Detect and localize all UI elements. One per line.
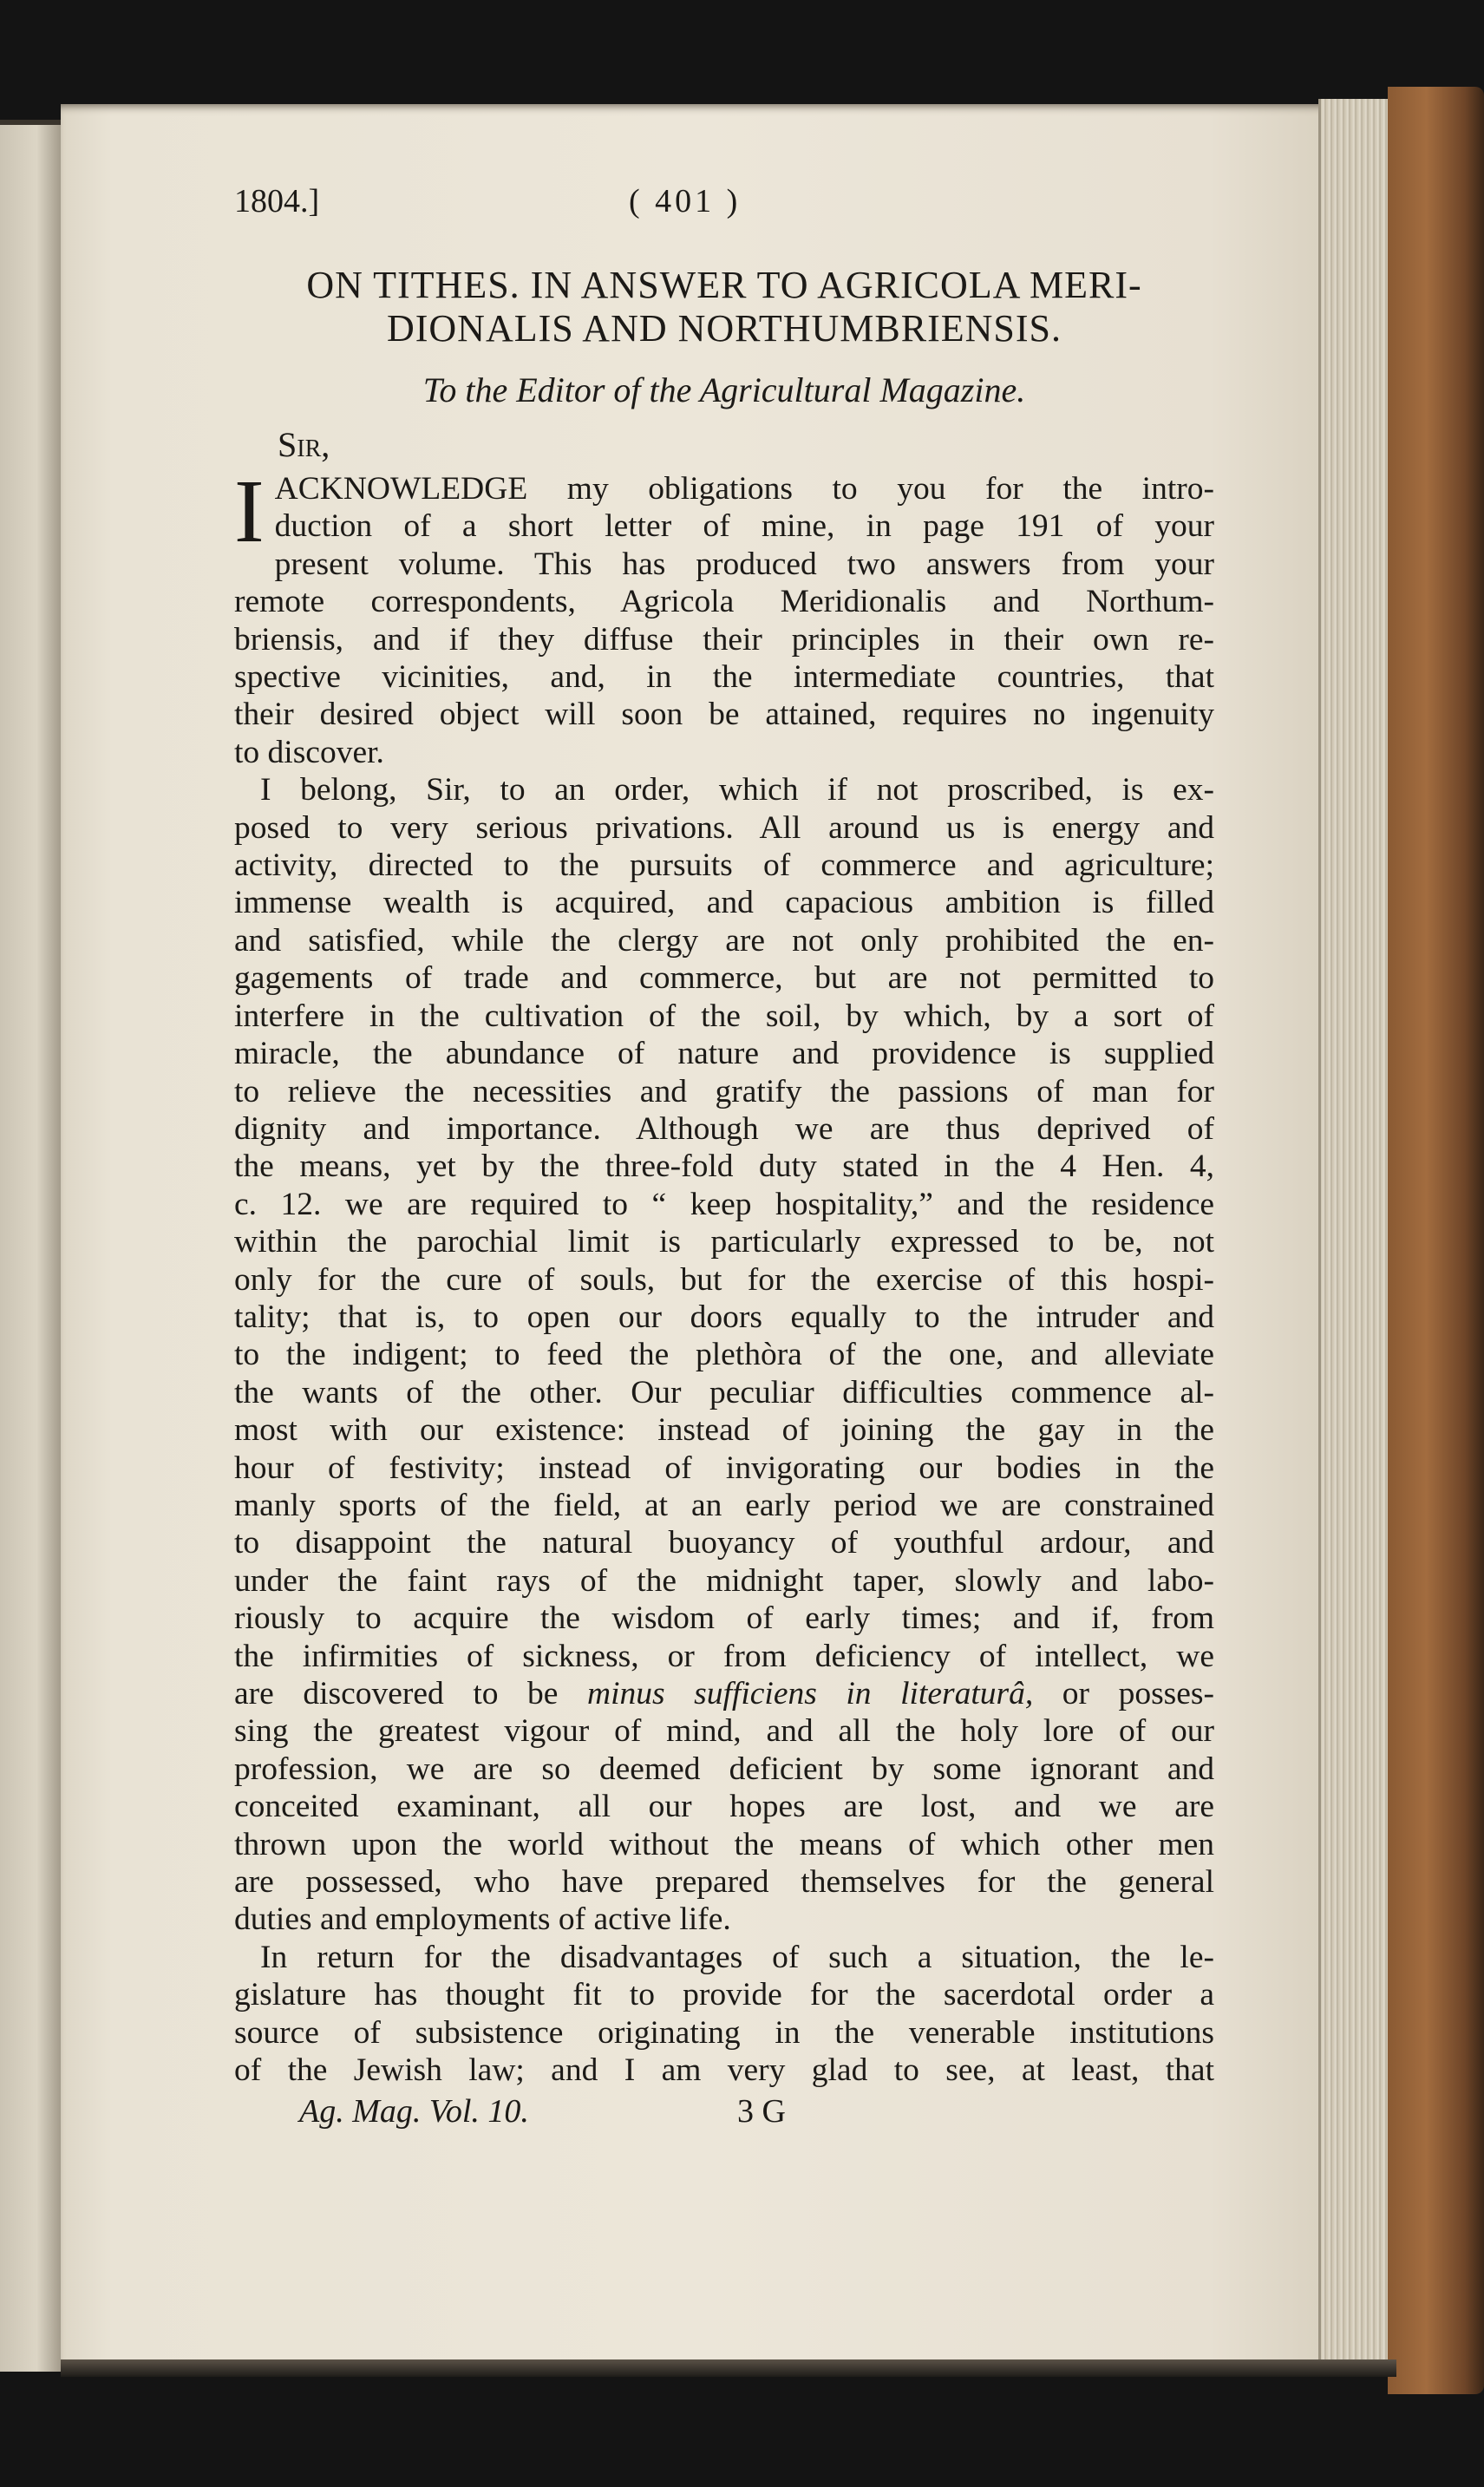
text-line: posed to very serious privations. All around us is energy and — [234, 809, 1214, 846]
text-line: thrown upon the world without the means of which other men — [234, 1826, 1214, 1862]
paragraph-1 — [234, 461, 1214, 771]
text-line: briensis, and if they diffuse their principles in their own re- — [234, 621, 1214, 658]
text-line: I belong, Sir, to an order, which if not proscribed, is ex- — [260, 772, 1214, 808]
text-line: their desired object will soon be attained, requires no ingenuity — [234, 697, 1214, 733]
text-line: In return for the disadvantages of such a situation, the le- — [260, 1939, 1214, 1975]
text-line: profession, we are so deemed deficient by some ignorant and — [234, 1751, 1214, 1787]
text-line: conceited examinant, all our hopes are lost, and we are — [234, 1789, 1214, 1825]
page-bottom-shadow — [61, 2359, 1396, 2377]
drop-cap: I — [234, 461, 265, 561]
text-line: source of subsistence originating in the venerable institutions — [234, 2014, 1214, 2051]
text-line: tality; that is, to open our doors equally to the intruder and — [234, 1299, 1214, 1335]
running-head-year: 1804.] — [234, 183, 320, 219]
page-text — [234, 182, 1214, 2136]
text-line: present volume. This has produced two answers from your — [274, 546, 1214, 582]
text-line-with-latin — [234, 1675, 1214, 1712]
text-line: miracle, the abundance of nature and providence is supplied — [234, 1036, 1214, 1072]
text-line: the wants of the other. Our peculiar difficulties commence al- — [234, 1374, 1214, 1410]
text-line: riously to acquire the wisdom of early times; and if, from — [234, 1600, 1214, 1637]
text-line: interfere in the cultivation of the soil, by which, by a sort of — [234, 998, 1214, 1034]
title-line-1: ON TITHES. IN ANSWER TO AGRICOLA MERI- — [306, 264, 1142, 306]
text-line: gislature has thought fit to provide for the sacerdotal order a — [234, 1977, 1214, 2013]
text-line: of the Jewish law; and I am very glad to see, at least, that — [234, 2052, 1214, 2089]
text-line: to the indigent; to feed the plethòra of the one, and alleviate — [234, 1337, 1214, 1373]
page-number: ( 401 ) — [629, 183, 742, 219]
page-footer — [234, 2092, 1214, 2136]
text-line: manly sports of the field, at an early period we are constrained — [234, 1487, 1214, 1523]
signature-mark: 3 G — [737, 2093, 786, 2130]
volume-signature: Ag. Mag. Vol. 10. — [299, 2093, 529, 2130]
facing-page-edge — [0, 120, 61, 2372]
latin-phrase: minus sufficiens in literaturâ, — [587, 1676, 1034, 1711]
text-fragment: are discovered to be — [234, 1676, 588, 1711]
text-line: dignity and importance. Although we are thus deprived of — [234, 1110, 1214, 1147]
text-line: are possessed, who have prepared themselves for the general — [234, 1864, 1214, 1901]
text-line: duction of a short letter of mine, in page 191 of your — [274, 508, 1214, 545]
book-cover — [1388, 87, 1484, 2394]
text-line: the means, yet by the three-fold duty stated in the 4 Hen. 4, — [234, 1149, 1214, 1185]
text-line: hour of festivity; instead of invigorating our bodies in the — [234, 1450, 1214, 1486]
text-line: remote correspondents, Agricola Meridionalis and Northum- — [234, 584, 1214, 620]
text-line: and satisfied, while the clergy are not only prohibited the en- — [234, 922, 1214, 959]
text-line: to relieve the necessities and gratify the passions of man for — [234, 1073, 1214, 1109]
text-line: under the faint rays of the midnight taper, slowly and labo- — [234, 1562, 1214, 1599]
text-line: immense wealth is acquired, and capacious ambition is filled — [234, 885, 1214, 921]
text-line: activity, directed to the pursuits of commerce and agriculture; — [234, 848, 1214, 884]
text-line: most with our existence: instead of joining the gay in the — [234, 1412, 1214, 1449]
text-line: only for the cure of souls, but for the exercise of this hospi- — [234, 1261, 1214, 1298]
paragraph-2 — [234, 771, 1214, 1939]
article-title — [234, 264, 1214, 350]
editor-address: To the Editor of the Agricultural Magazine. — [422, 370, 1026, 409]
text-line: duties and employments of active life. — [234, 1901, 731, 1938]
salutation: Sir, — [278, 425, 330, 464]
text-line: ACKNOWLEDGE my obligations to you for the intro- — [274, 471, 1214, 507]
text-line: within the parochial limit is particularly expressed to be, not — [234, 1224, 1214, 1260]
paragraph-3 — [234, 1939, 1214, 2090]
text-line: the infirmities of sickness, or from deficiency of intellect, we — [234, 1638, 1214, 1674]
text-line: sing the greatest vigour of mind, and all the holy lore of our — [234, 1713, 1214, 1750]
text-line: to discover. — [234, 734, 384, 770]
title-line-2: DIONALIS AND NORTHUMBRIENSIS. — [386, 307, 1062, 350]
text-line: spective vicinities, and, in the intermediate countries, that — [234, 659, 1214, 696]
text-fragment: or posses- — [1033, 1676, 1214, 1711]
text-line: to disappoint the natural buoyancy of youthful ardour, and — [234, 1525, 1214, 1561]
text-line: gagements of trade and commerce, but are not permitted to — [234, 960, 1214, 997]
running-head — [234, 182, 1214, 234]
text-line: c. 12. we are required to “ keep hospitality,” and the residence — [234, 1186, 1214, 1222]
